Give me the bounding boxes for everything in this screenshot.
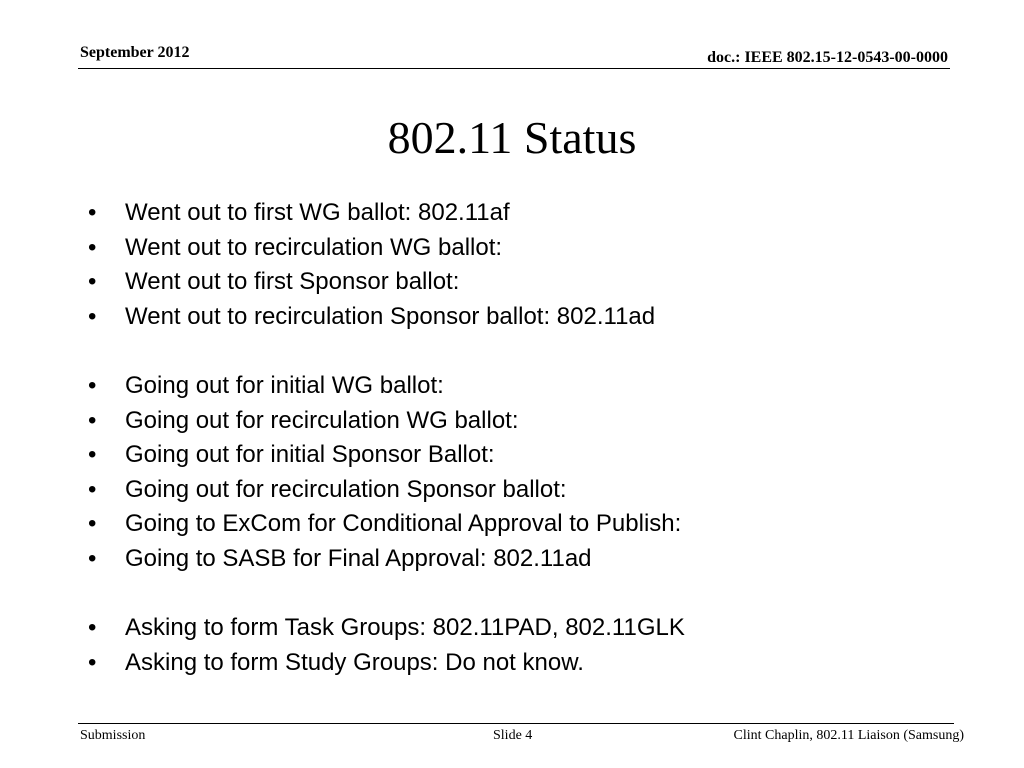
bullet-text: Went out to recirculation WG ballot: (125, 233, 503, 261)
bullet-icon: • (88, 648, 97, 676)
bullet-icon: • (88, 406, 97, 434)
bullet-item (88, 300, 968, 335)
bullet-item (88, 369, 968, 404)
bullet-icon: • (88, 302, 97, 330)
bullet-list (88, 196, 968, 680)
bullet-icon: • (88, 475, 97, 503)
bullet-item (88, 542, 968, 577)
bullet-icon: • (88, 510, 97, 538)
header-date: September 2012 (80, 44, 190, 61)
bullet-icon: • (88, 544, 97, 572)
bullet-icon: • (88, 233, 97, 261)
bullet-item (88, 196, 968, 231)
bullet-item (88, 231, 968, 266)
bullet-item (88, 611, 968, 646)
footer-author: Clint Chaplin, 802.11 Liaison (Samsung) (733, 728, 964, 743)
bullet-text: Went out to first Sponsor ballot: (125, 268, 460, 296)
bullet-icon: • (88, 441, 97, 469)
footer-divider (78, 723, 954, 724)
header-divider (78, 68, 950, 69)
bullet-text: Going out for initial Sponsor Ballot: (125, 441, 495, 469)
bullet-spacer (88, 334, 968, 369)
bullet-item (88, 473, 968, 508)
bullet-icon: • (88, 614, 97, 642)
bullet-text: Going to ExCom for Conditional Approval to Publish: (125, 510, 682, 538)
footer-submission: Submission (80, 728, 146, 743)
bullet-icon: • (88, 371, 97, 399)
slide-title: 802.11 Status (387, 112, 637, 163)
bullet-text: Going to SASB for Final Approval: 802.11ad (125, 544, 592, 572)
bullet-text: Asking to form Task Groups: 802.11PAD, 802.11GLK (125, 614, 685, 642)
bullet-item (88, 507, 968, 542)
bullet-text: Going out for initial WG ballot: (125, 371, 444, 399)
bullet-text: Going out for recirculation Sponsor ballot: (125, 475, 567, 503)
bullet-item (88, 646, 968, 681)
bullet-icon: • (88, 199, 97, 226)
bullet-text: Went out to recirculation Sponsor ballot: 802.11ad (125, 302, 656, 330)
bullet-item (88, 404, 968, 439)
bullet-item (88, 265, 968, 300)
bullet-text: Went out to first WG ballot: 802.11af (125, 199, 510, 226)
bullet-spacer (88, 577, 968, 612)
footer-slide-number: Slide 4 (493, 728, 533, 743)
bullet-item (88, 438, 968, 473)
bullet-text: Going out for recirculation WG ballot: (125, 406, 519, 434)
header-doc-id: doc.: IEEE 802.15-12-0543-00-0000 (707, 49, 948, 66)
bullet-text: Asking to form Study Groups: Do not know. (125, 648, 584, 676)
bullet-icon: • (88, 268, 97, 296)
